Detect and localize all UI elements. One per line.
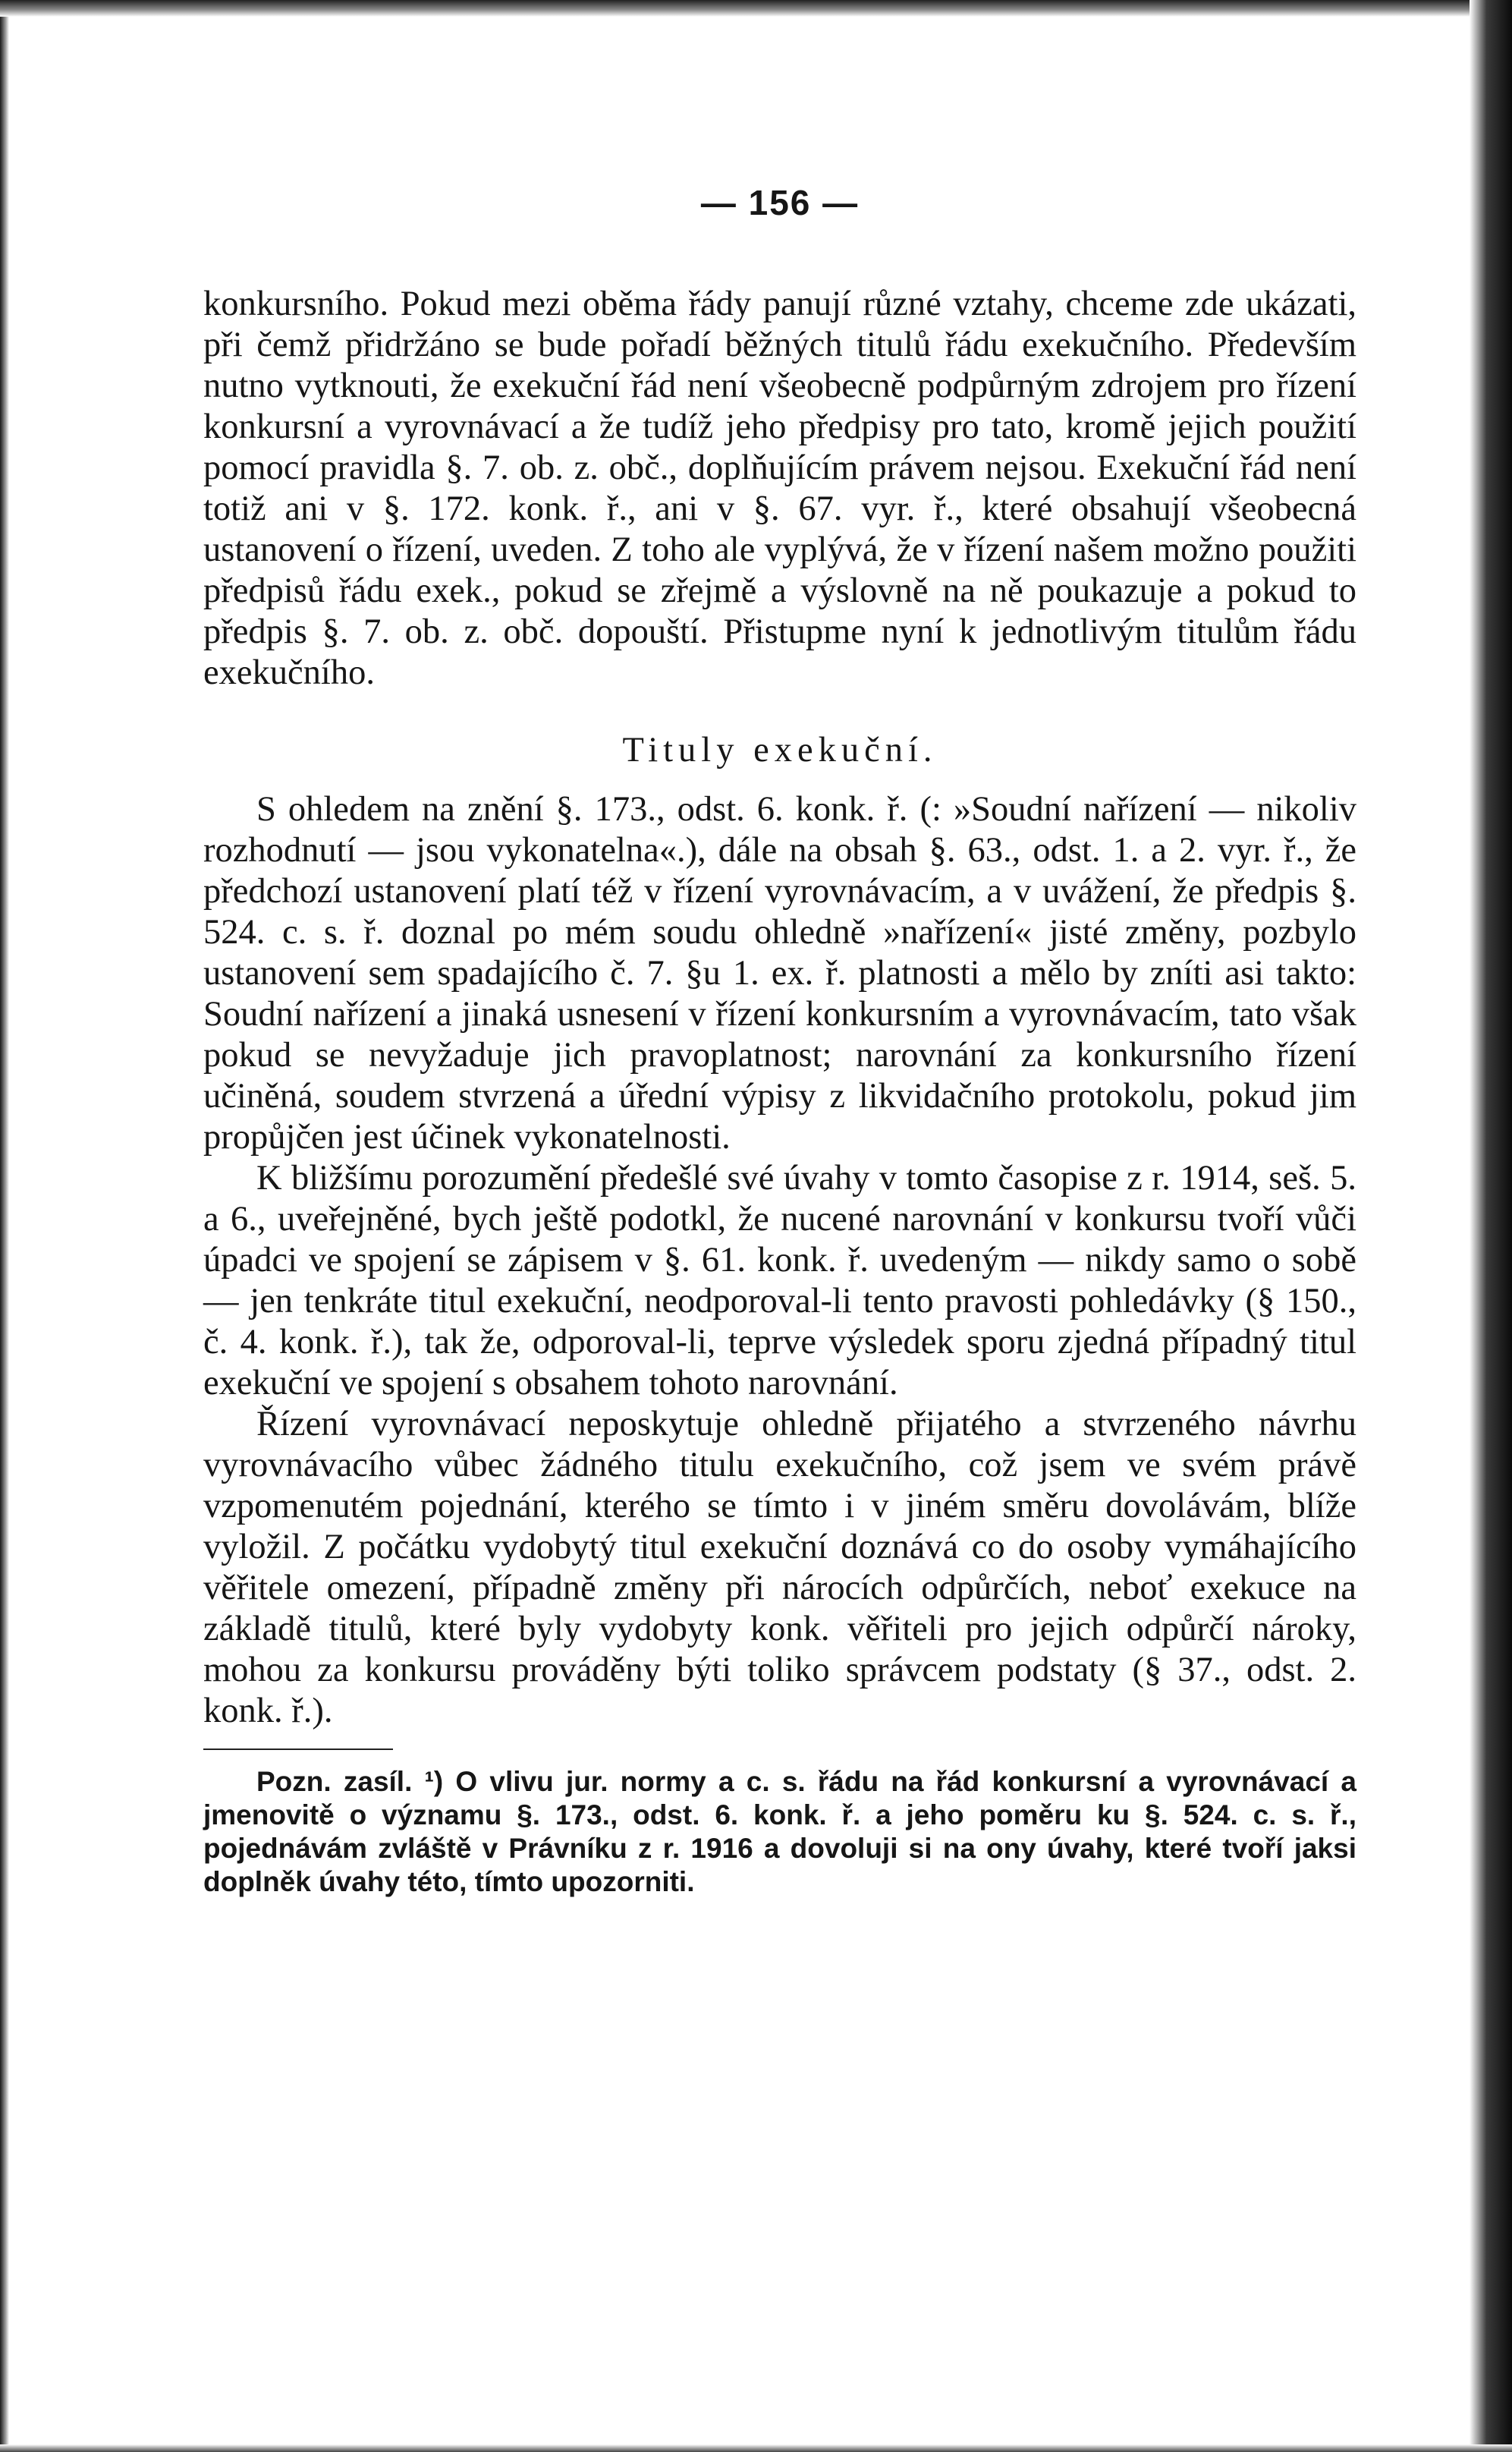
page-number: — 156 — xyxy=(700,183,860,222)
paragraph-3: K bližšímu porozumění předešlé své úvahy v tomto časopise z r. 1914, seš. 5. a 6., uveřejněné, bych ještě podotkl, že nucené narovnání v konkursu tvoří vůči úpadci ve spojení se zápisem v §. 61. konk. ř. uvedeným — nikdy samo o sobě — jen tenkráte titul exekuční, neodporoval-li tento pravosti pohledávky (§ 150., č. 4. konk. ř.), tak že, odporoval-li, teprve výsledek sporu zjedná případný titul exekuční ve spojení s obsahem tohoto narovnání. xyxy=(203,1159,1356,1402)
footnote xyxy=(203,1765,1356,1899)
main-text xyxy=(203,284,1356,1732)
footnote-text: Pozn. zasíl. ¹) O vlivu jur. normy a c. s. řádu na řád konkursní a vyrovnávací a jmenovitě o významu §. 173., odst. 6. konk. ř. a jeho poměru ku §. 524. c. s. ř., pojednávám zvláště v Právníku z r. 1916 a dovoluji si na ony úvahy, které tvoří jaksi doplněk úvahy této, tímto upozorniti. xyxy=(203,1766,1356,1897)
scan-edge-bottom xyxy=(0,2444,1512,2452)
paragraph-4: Řízení vyrovnávací neposkytuje ohledně přijatého a stvrzeného návrhu vyrovnávacího vůbec žádného titulu exekučního, což jsem ve svém právě vzpomenutém pojednání, kterého se tímto i v jiném směru dovolávám, blíže vyložil. Z počátku vydobytý titul exekuční doznává co do osoby vymáhajícího věřitele omezení, případně změny při nárocích odpůrčích, neboť exekuce na základě titulů, které byly vydobyty konk. věřiteli pro jejich odpůrčí nároky, mohou za konkursu prováděny býti toliko správcem podstaty (§ 37., odst. 2. konk. ř.). xyxy=(203,1405,1356,1730)
paragraph-2: S ohledem na znění §. 173., odst. 6. konk. ř. (: »Soudní nařízení — nikoliv rozhodnutí — jsou vykonatelna«.), dále na obsah §. 63., odst. 1. a 2. vyr. ř., že předchozí ustanovení platí též v řízení vyrovnávacím, a v uvážení, že předpis §. 524. c. s. ř. doznal po mém soudu ohledně »nařízení« jisté změny, pozbylo ustanovení sem spadajícího č. 7. §u 1. ex. ř. platnosti a mělo by zníti asi takto: Soudní nařízení a jinaká usnesení v řízení konkursním a vyrovnávacím, tato však pokud se nevyžaduje jich pravoplatnost; narovnání za konkursního řízení učiněná, soudem stvrzená a úřední výpisy z likvidačního protokolu, pokud jim propůjčen jest účinek vykonatelnosti. xyxy=(203,790,1356,1157)
scan-edge-top xyxy=(0,0,1512,17)
scan-edge-left xyxy=(0,0,9,2452)
section-heading: Tituly exekuční. xyxy=(622,731,938,770)
paragraph-1: konkursního. Pokud mezi oběma řády panují různé vztahy, chceme zde ukázati, při čemž přidržáno se bude pořadí běžných titulů řádu exekučního. Především nutno vytknouti, že exekuční řád není všeobecně podpůrným zdrojem pro řízení konkursní a vyrovnávací a že tudíž jeho předpisy pro tato, kromě jejich použití pomocí pravidla §. 7. ob. z. obč., doplňujícím právem nejsou. Exekuční řád není totiž ani v §. 172. konk. ř., ani v §. 67. vyr. ř., které obsahují všeobecná ustanovení o řízení, uveden. Z toho ale vyplývá, že v řízení našem možno použiti předpisů řádu exek., pokud se zřejmě a výslovně na ně poukazuje a pokud to předpis §. 7. ob. z. obč. dopouští. Přistupme nyní k jednotlivým titulům řádu exekučního. xyxy=(203,285,1356,692)
footnote-divider xyxy=(203,1749,393,1750)
book-page xyxy=(203,182,1356,1899)
scan-edge-right xyxy=(1470,0,1512,2452)
